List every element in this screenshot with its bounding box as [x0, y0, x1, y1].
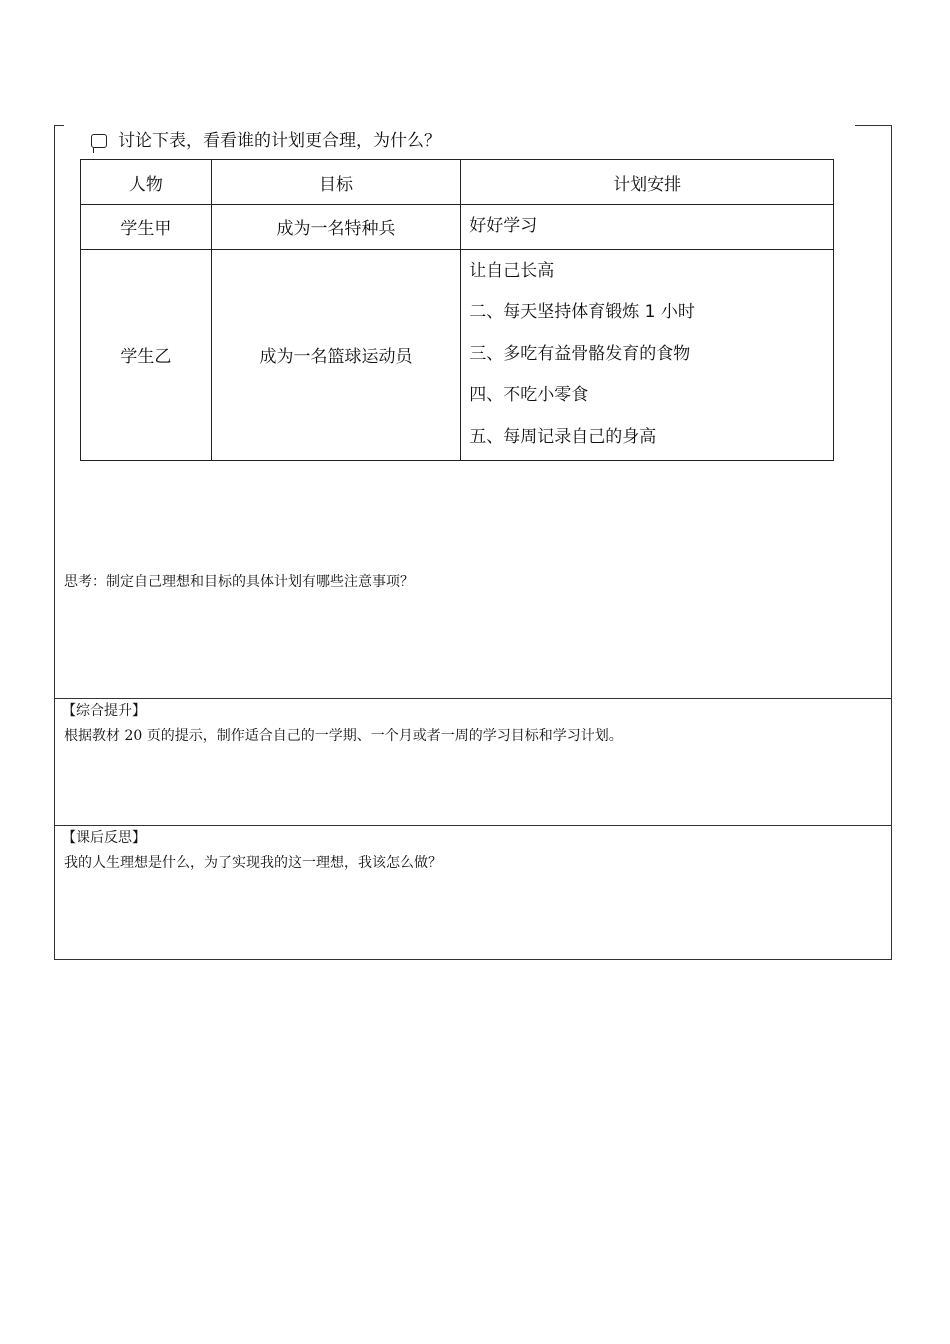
divider-reflection	[54, 825, 892, 826]
comprehensive-text: 根据教材 20 页的提示，制作适合自己的一学期、一个月或者一周的学习目标和学习计划。	[64, 728, 623, 744]
plan-cell	[461, 249, 834, 460]
frame-left-border	[54, 125, 55, 960]
frame-right-border	[891, 125, 892, 960]
comprehensive-heading: 【综合提升】	[62, 703, 146, 719]
header-plan: 计划安排	[461, 160, 834, 205]
frame-top-left-tick	[54, 125, 64, 126]
header-person: 人物	[81, 160, 212, 205]
frame-bottom-border	[54, 959, 892, 960]
plan-item: 四、不吃小零食	[469, 385, 589, 406]
divider-comprehensive	[54, 698, 892, 699]
table-row	[81, 205, 834, 250]
frame-top-right-tick	[855, 125, 892, 126]
table-header-row	[81, 160, 834, 205]
goal-cell: 成为一名特种兵	[211, 205, 461, 250]
reflection-heading: 【课后反思】	[62, 830, 146, 846]
plan-item: 好好学习	[469, 216, 538, 236]
plan-cell	[461, 205, 834, 250]
reflection-text: 我的人生理想是什么，为了实现我的这一理想，我该怎么做？	[64, 855, 442, 871]
discussion-prompt: 讨论下表，看看谁的计划更合理，为什么？	[118, 131, 441, 151]
plan-item: 让自己长高	[469, 260, 555, 281]
table-row	[81, 249, 834, 460]
plan-item: 三、多吃有益骨骼发育的食物	[469, 343, 691, 364]
goal-cell: 成为一名篮球运动员	[211, 249, 461, 460]
header-goal: 目标	[211, 160, 461, 205]
plan-item: 二、每天坚持体育锻炼 1 小时	[469, 302, 695, 323]
person-cell: 学生乙	[81, 249, 212, 460]
speech-bubble-icon	[91, 134, 107, 148]
plan-item: 五、每周记录自己的身高	[469, 426, 657, 447]
person-cell: 学生甲	[81, 205, 212, 250]
think-question: 思考：制定自己理想和目标的具体计划有哪些注意事项？	[64, 574, 414, 590]
plan-table	[80, 159, 834, 461]
